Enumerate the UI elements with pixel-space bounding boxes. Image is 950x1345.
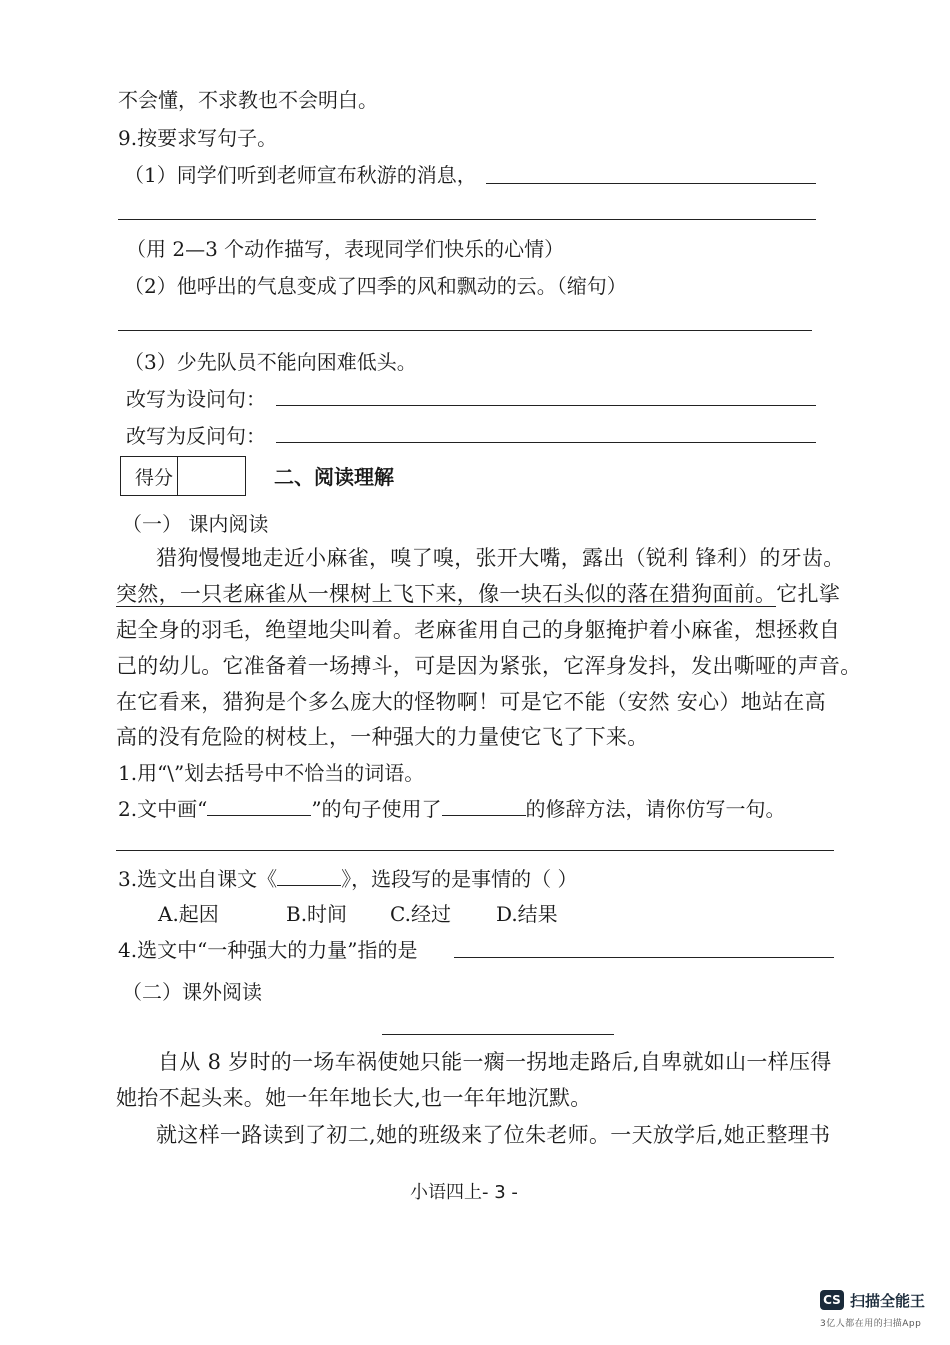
part1-para-line: 在它看来，猎狗是个多么庞大的怪物啊！可是它不能（安然 安心）地站在高 (116, 690, 826, 714)
part1-para-line: 高的没有危险的树枝上，一种强大的力量使它飞了下来。 (116, 725, 649, 749)
part1-q4: 4.选文中“一种强大的力量”指的是 (118, 938, 418, 962)
page-footer: 小语四上- 3 - (410, 1182, 518, 1203)
q3-option-c[interactable]: C.经过 (390, 902, 451, 926)
part2-para-line: 自从 8 岁时的一场车祸使她只能一瘸一拐地走路后,自卑就如山一样压得 (158, 1050, 832, 1074)
part1-q2 (118, 795, 786, 823)
q3-option-b[interactable]: B.时间 (286, 902, 348, 926)
q9-s3: （3）少先队员不能向困难低头。 (124, 350, 417, 374)
q9-s2: （2）他呼出的气息变成了四季的风和飘动的云。（缩句） (124, 274, 627, 298)
part1-para-line: 己的幼儿。它准备着一场搏斗，可是因为紧张，它浑身发抖，发出嘶哑的声音。 (116, 654, 862, 678)
q2-blank-rhetoric[interactable] (442, 795, 526, 816)
q9-s1: （1）同学们听到老师宣布秋游的消息， (124, 163, 477, 187)
underlined-sentence: 突然，一只老麻雀从一棵树上飞下来，像一块石头似的落在猎狗面前。 (116, 582, 777, 606)
q3-option-d[interactable]: D.结果 (496, 902, 558, 926)
q9-title: 9.按要求写句子。 (118, 126, 278, 150)
watermark-subtitle: 3亿人都在用的扫描App (820, 1319, 922, 1329)
part2-title-blank[interactable] (382, 1034, 614, 1035)
q9-s1-blank[interactable] (486, 183, 816, 184)
part1-para-line: 猎狗慢慢地走近小麻雀，嗅了嗅，张开大嘴，露出（锐利 锋利）的牙齿。 (156, 546, 845, 570)
q3-blank-title[interactable] (277, 865, 341, 886)
part1-q1: 1.用“\”划去括号中不恰当的词语。 (118, 761, 425, 785)
score-box[interactable] (120, 456, 246, 496)
q3-text-a: 3.选文出自课文《 (118, 867, 278, 891)
q3-option-a[interactable]: A.起因 (158, 902, 219, 926)
q9-s3b-label: 改写为反问句： (126, 424, 266, 448)
part1-q3 (118, 865, 577, 893)
q9-s1-hint: （用 2—3 个动作描写，表现同学们快乐的心情） (126, 237, 565, 261)
score-divider (177, 457, 178, 495)
part1-title: （一） 课内阅读 (122, 512, 269, 536)
part2-para-line: 她抬不起头来。她一年年地长大,也一年年地沉默。 (116, 1086, 592, 1110)
part2-title: （二）课外阅读 (122, 980, 262, 1004)
q2-text-a: 2.文中画“ (118, 797, 208, 821)
part2-para-line: 就这样一路读到了初二,她的班级来了位朱老师。一天放学后,她正整理书 (156, 1123, 831, 1147)
camscanner-logo-icon: CS (820, 1290, 844, 1310)
q2-text-c: 的修辞方法，请你仿写一句。 (525, 797, 786, 821)
q9-s2-blank[interactable] (118, 330, 812, 331)
q2-text-b: ”的句子使用了 (311, 797, 442, 821)
q9-s3b-blank[interactable] (276, 442, 816, 443)
part1-para-line: 起全身的羽毛，绝望地尖叫着。老麻雀用自己的身躯掩护着小麻雀，想拯救自 (116, 618, 841, 642)
section-title: 二、阅读理解 (274, 465, 394, 489)
q2-answer-line[interactable] (116, 850, 834, 851)
q3-text-b: 》，选段写的是事情的（ ） (341, 867, 578, 891)
q2-blank-sentence[interactable] (207, 795, 311, 816)
q9-s3a-blank[interactable] (276, 405, 816, 406)
part1-para-line-tail: 它扎挲 (776, 582, 841, 606)
q9-s3a-label: 改写为设问句： (126, 387, 266, 411)
q4-blank[interactable] (454, 957, 834, 958)
q9-s1-blank-2[interactable] (118, 219, 816, 220)
score-label: 得分 (135, 467, 174, 489)
part1-para-line (116, 579, 840, 609)
continued-text: 不会懂，不求教也不会明白。 (118, 88, 378, 112)
watermark-name: 扫描全能王 (850, 1292, 926, 1310)
